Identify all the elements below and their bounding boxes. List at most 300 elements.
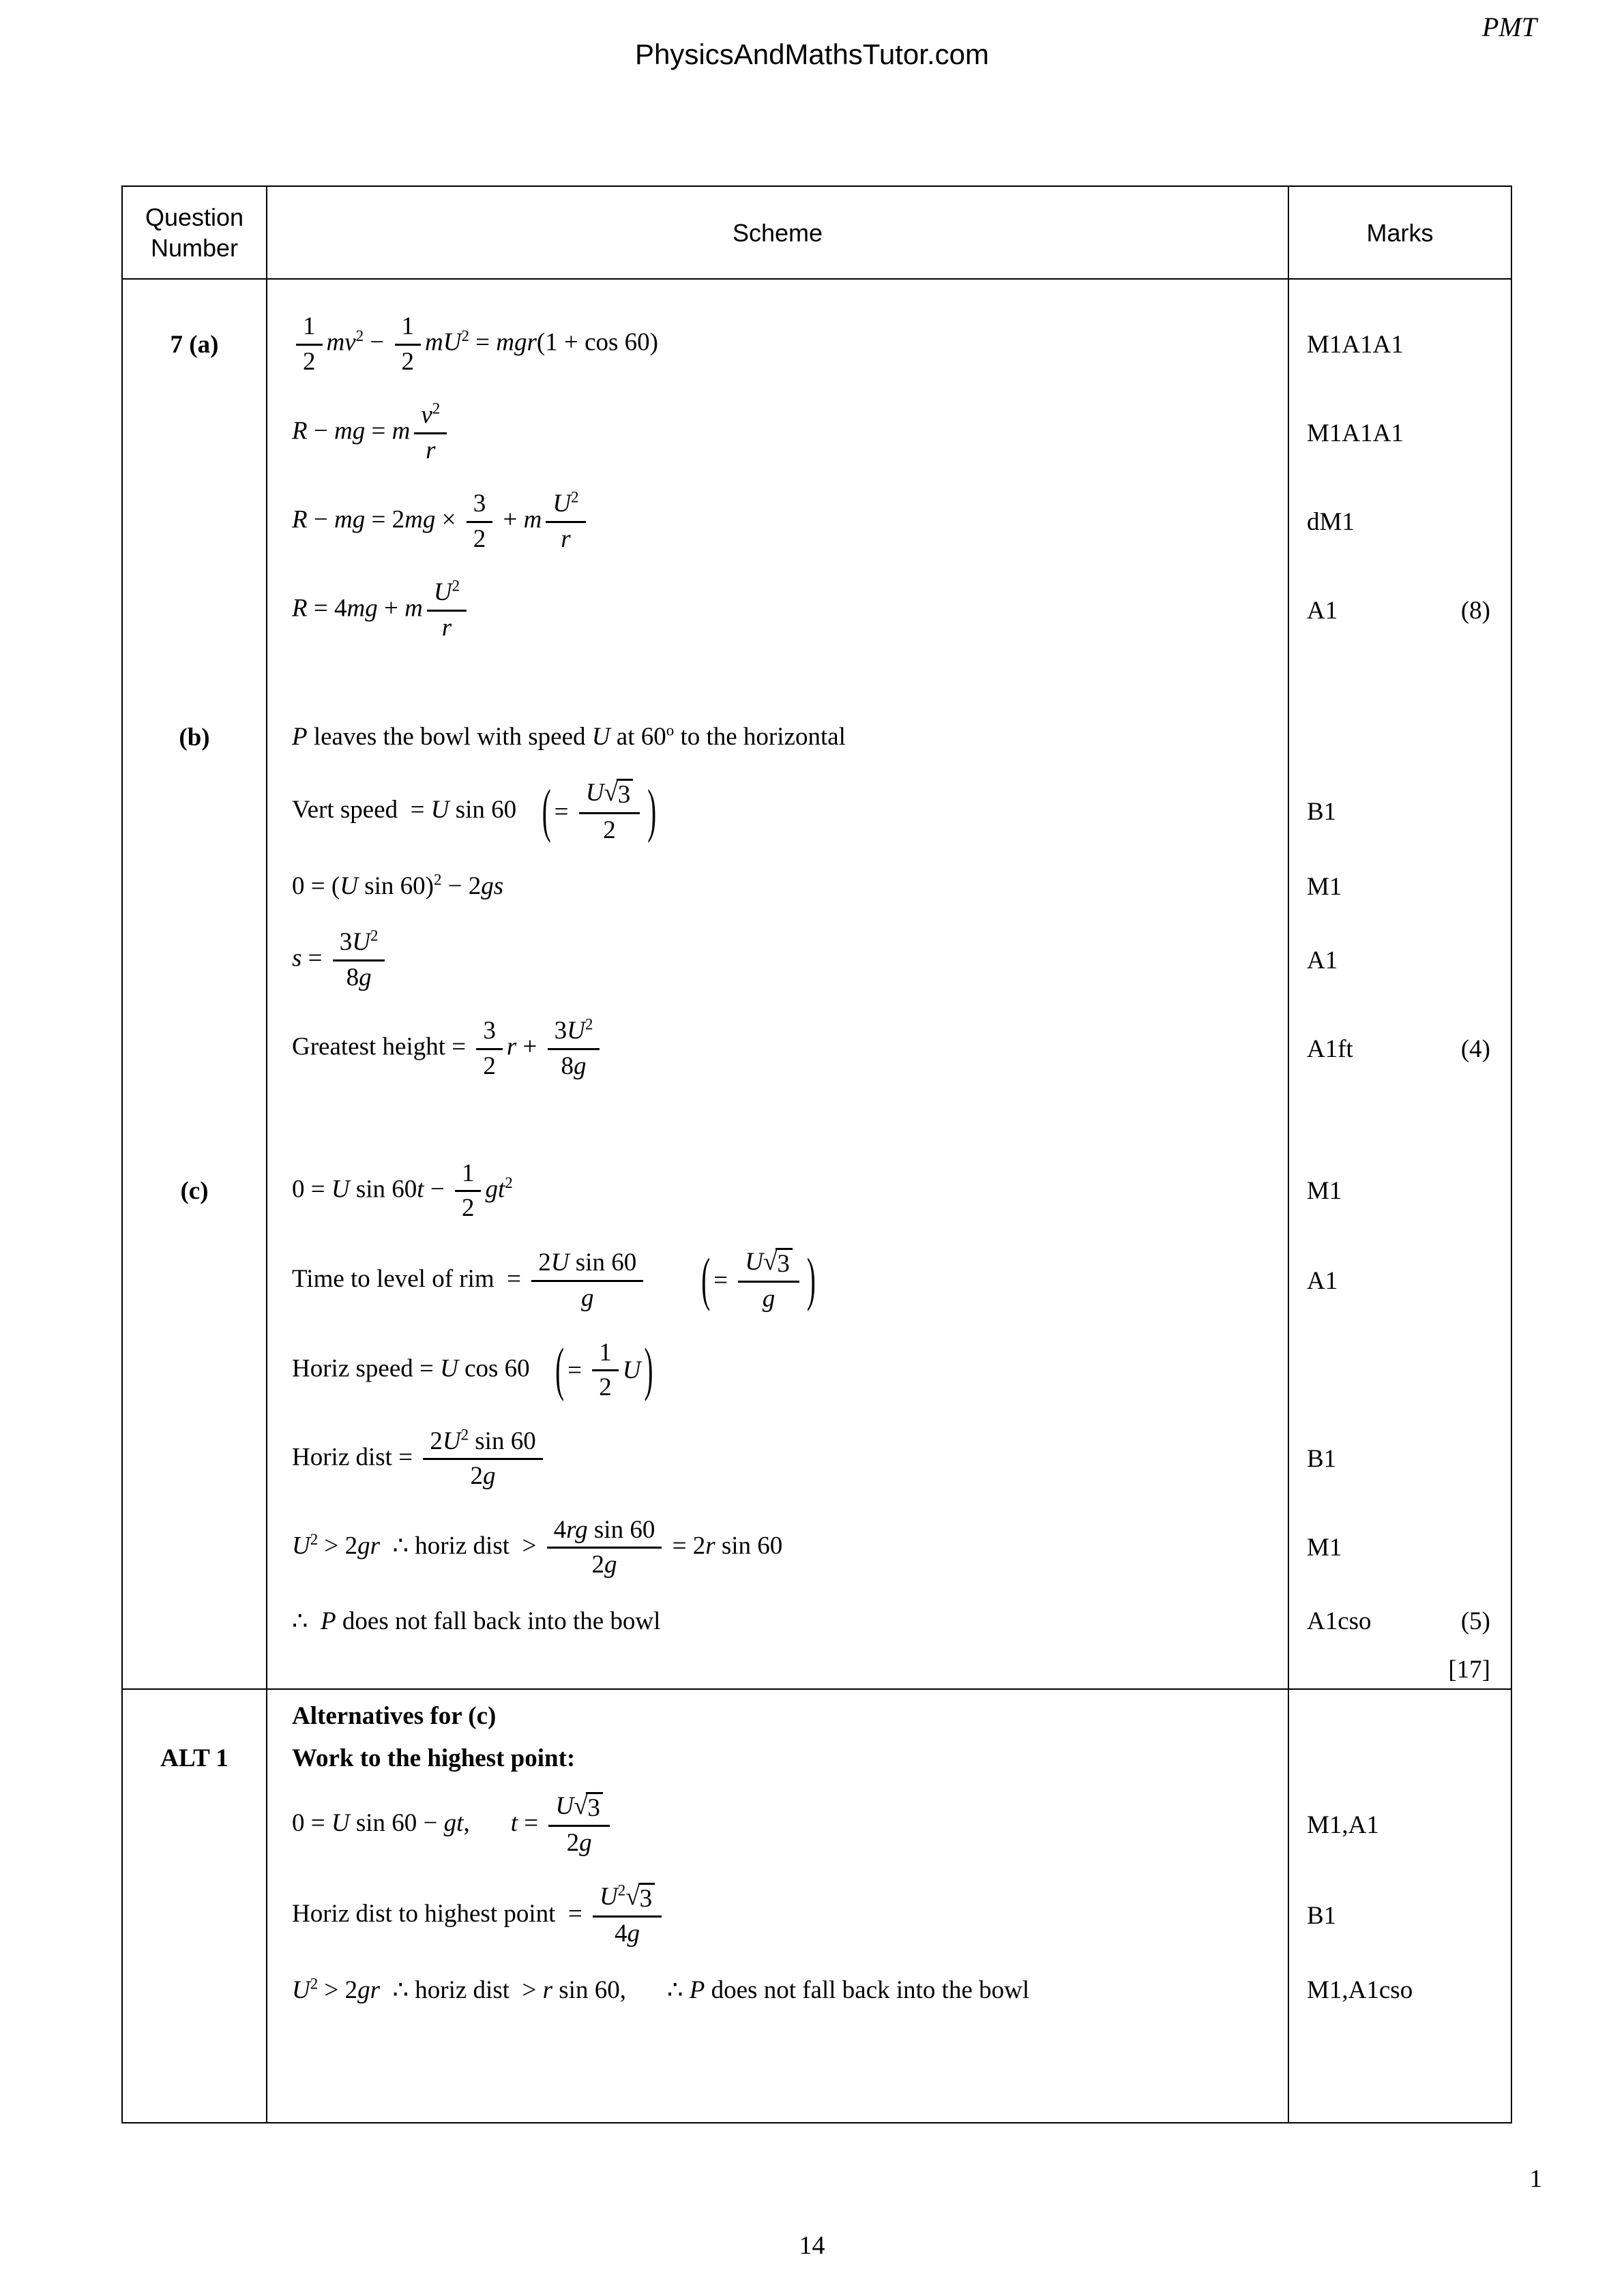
scheme-row <box>123 1236 1511 1326</box>
fraction <box>395 312 422 376</box>
fraction <box>547 1516 662 1580</box>
question-label: ALT 1 <box>160 1744 228 1773</box>
radicand <box>638 1883 655 1914</box>
superscript: 2 <box>461 327 469 345</box>
scheme-row <box>123 1504 1511 1592</box>
scheme-cell <box>267 1780 1288 1870</box>
math-variable: mU <box>425 328 462 357</box>
math-variable: m <box>404 594 423 623</box>
math-text: does not fall back into the bowl <box>336 1607 661 1635</box>
math-text: , <box>463 1808 470 1837</box>
math-line <box>292 1792 614 1858</box>
math-text: 2 <box>461 1194 475 1223</box>
math-variable: mg <box>334 505 366 534</box>
scheme-cell <box>267 766 1288 857</box>
superscript: 2 <box>452 577 460 595</box>
math-variable: U <box>440 1354 458 1383</box>
question-number-cell <box>123 1236 267 1326</box>
math-text: 0 = <box>292 1808 331 1837</box>
marks-cell <box>1288 1592 1511 1651</box>
math-text: sin 60 <box>715 1532 783 1560</box>
scheme-row <box>123 1738 1511 1780</box>
divider-cell <box>267 1688 1288 1695</box>
denominator <box>435 612 458 643</box>
math-variable: U <box>585 779 604 807</box>
math-text: Work to the highest point: <box>292 1744 576 1772</box>
superscript: 2 <box>617 1881 626 1899</box>
scheme-cell <box>267 857 1288 916</box>
denominator <box>419 434 442 466</box>
question-number-cell <box>123 389 267 477</box>
mark-code: A1 <box>1307 1266 1338 1295</box>
math-text: sin 60 <box>449 796 529 824</box>
denominator <box>596 814 623 846</box>
denominator <box>756 1283 782 1314</box>
superscript: 2 <box>355 327 364 345</box>
question-number-cell <box>123 1094 267 1236</box>
math-variable: U <box>555 1791 574 1820</box>
question-label: 7 (a) <box>170 330 219 359</box>
superscript: 2 <box>571 488 579 506</box>
denominator <box>574 1282 601 1313</box>
math-text: 3 <box>339 928 353 957</box>
fraction <box>476 1017 503 1081</box>
math-text: 2 <box>566 1829 580 1858</box>
math-text: = <box>301 944 329 972</box>
square-root <box>604 779 633 810</box>
math-text: − 2 <box>441 872 482 901</box>
divider-cell <box>123 1688 267 1695</box>
marks-cell <box>1288 1504 1511 1592</box>
math-text: does not fall back into the bowl <box>705 1976 1030 2004</box>
math-variable: U <box>292 1976 310 2004</box>
math-text: 2 <box>303 347 316 376</box>
marks-cell <box>1288 1870 1511 1961</box>
math-text: sin 60 <box>569 1249 637 1277</box>
denominator <box>395 346 422 377</box>
mark-code: A1 <box>1307 946 1338 974</box>
mark-tally: (4) <box>1460 1034 1490 1063</box>
numerator <box>548 1792 610 1828</box>
math-variable: R <box>292 594 308 623</box>
fraction <box>333 928 385 992</box>
math-text: Horiz speed = <box>292 1354 441 1383</box>
math-text: ∴ horiz dist > <box>379 1532 543 1560</box>
question-number-cell <box>123 916 267 1004</box>
math-line <box>292 1248 829 1314</box>
numerator <box>414 401 447 434</box>
fraction <box>738 1248 799 1314</box>
fraction <box>548 1792 610 1858</box>
math-variable: U <box>352 928 371 957</box>
math-line <box>292 1973 1029 2008</box>
math-text: 1 <box>303 312 316 340</box>
mark-tally: [17] <box>1448 1655 1490 1684</box>
denominator <box>592 1371 619 1403</box>
scheme-row <box>123 1870 1511 1961</box>
math-text: Greatest height = <box>292 1032 473 1061</box>
scheme-cell <box>267 1094 1288 1236</box>
denominator <box>585 1549 623 1580</box>
math-variable: U <box>591 723 610 751</box>
header-marks: Marks <box>1288 187 1511 280</box>
radical-sign-icon: √ <box>574 1791 588 1820</box>
mark-code: M1 <box>1307 1534 1342 1562</box>
math-line <box>292 869 503 904</box>
mark-code: A1ft <box>1307 1034 1353 1063</box>
superscript: 2 <box>370 927 379 945</box>
fraction <box>531 1249 643 1313</box>
table-header-row <box>123 187 1511 280</box>
math-line <box>292 928 389 992</box>
marks-cell <box>1288 1326 1511 1415</box>
math-text: Alternatives for (c) <box>292 1701 497 1730</box>
question-number-cell <box>123 655 267 766</box>
question-number-cell <box>123 1004 267 1093</box>
question-number-cell <box>123 1961 267 2020</box>
math-text: = <box>517 1808 545 1837</box>
numerator <box>427 578 467 612</box>
fraction <box>548 1017 600 1081</box>
math-text: sin 60 <box>587 1515 655 1544</box>
question-number-cell <box>123 280 267 389</box>
numerator <box>467 490 493 523</box>
scheme-row <box>123 766 1511 857</box>
scheme-cell <box>267 1504 1288 1592</box>
scheme-cell <box>267 566 1288 655</box>
math-variable: mg <box>346 594 378 623</box>
scheme-row <box>123 1415 1511 1504</box>
math-text: 8 <box>346 963 359 992</box>
question-number-cell <box>123 1326 267 1415</box>
math-line <box>292 578 471 642</box>
scheme-cell <box>267 916 1288 1004</box>
math-text: 0 = <box>292 1175 331 1204</box>
math-text: + <box>497 505 524 534</box>
scheme-cell <box>267 1695 1288 1738</box>
parenthetical-group <box>698 1248 819 1314</box>
math-text: at 60 <box>610 723 666 751</box>
numerator <box>395 312 422 346</box>
math-text: 1 <box>599 1338 612 1367</box>
mark-code: dM1 <box>1307 507 1355 536</box>
math-variable: mg <box>334 417 366 445</box>
left-paren: ( <box>555 1336 565 1403</box>
math-text: ∴ <box>292 1607 321 1635</box>
math-variable: g <box>359 963 372 992</box>
math-variable: t <box>510 1808 518 1837</box>
math-text: (1 + cos 60) <box>536 328 659 357</box>
scheme-cell <box>267 2020 1288 2122</box>
math-line <box>292 1605 660 1639</box>
scheme-row <box>123 1326 1511 1415</box>
math-text: Horiz dist = <box>292 1443 419 1472</box>
radical-sign-icon: √ <box>604 779 618 807</box>
scheme-row <box>123 389 1511 477</box>
math-variable: r <box>441 613 452 642</box>
numerator <box>423 1427 542 1461</box>
mark-code: A1 <box>1307 596 1338 625</box>
math-text: 4 <box>553 1515 567 1544</box>
marks-cell <box>1288 1651 1511 1688</box>
marks-cell <box>1288 389 1511 477</box>
math-text: 2 <box>470 1462 484 1491</box>
fraction <box>296 312 323 376</box>
math-text: 1 <box>461 1159 475 1187</box>
math-text: 3 <box>639 1884 653 1913</box>
math-text: 3 <box>617 781 631 809</box>
math-text: 3 <box>473 490 486 518</box>
math-text: sin 60) <box>357 872 434 901</box>
math-text: sin 60, <box>552 1976 626 2004</box>
math-text: = <box>713 1266 735 1295</box>
scheme-row <box>123 1695 1511 1738</box>
math-text: sin 60 <box>349 1175 417 1204</box>
superscript: 2 <box>460 1426 469 1444</box>
square-root <box>763 1248 793 1279</box>
math-text: − <box>307 505 334 534</box>
math-variable: g <box>483 1462 496 1491</box>
question-number-cell <box>123 477 267 566</box>
marks-cell <box>1288 1695 1511 1738</box>
math-text: 2 <box>473 524 486 553</box>
marks-cell <box>1288 1004 1511 1093</box>
scheme-row <box>123 655 1511 766</box>
question-number-cell <box>123 1504 267 1592</box>
scheme-cell <box>267 1870 1288 1961</box>
numerator <box>333 928 385 961</box>
math-text: Time to level of rim = <box>292 1264 528 1293</box>
math-variable: U <box>745 1247 764 1276</box>
mark-code: A1cso <box>1307 1607 1372 1636</box>
scheme-row <box>123 477 1511 566</box>
numerator <box>592 1339 619 1372</box>
math-variable: U <box>292 1532 310 1560</box>
scheme-cell <box>267 477 1288 566</box>
scheme-cell <box>267 1651 1288 1688</box>
radicand <box>586 1792 603 1823</box>
scheme-row <box>123 280 1511 389</box>
superscript: 2 <box>433 871 442 889</box>
paren-body <box>567 1339 640 1403</box>
math-variable: U <box>552 490 572 518</box>
math-text: 3 <box>554 1017 567 1045</box>
question-number-cell <box>123 566 267 655</box>
math-variable: U <box>331 1175 350 1204</box>
paren-body <box>555 779 645 845</box>
radicand <box>776 1248 793 1279</box>
square-root <box>625 1883 655 1914</box>
math-variable: r <box>542 1976 553 2004</box>
math-text: = <box>469 328 497 357</box>
math-line <box>292 312 658 376</box>
math-text: 2 <box>538 1249 551 1277</box>
fraction <box>467 490 493 554</box>
math-variable: r <box>705 1532 715 1560</box>
math-variable: t <box>417 1175 424 1204</box>
math-text: 3 <box>483 1017 496 1045</box>
superscript: 2 <box>310 1531 319 1549</box>
numerator <box>455 1159 482 1193</box>
math-variable: r <box>506 1032 517 1061</box>
math-line <box>292 401 451 465</box>
numerator <box>547 1516 662 1549</box>
question-number-cell <box>123 1780 267 1870</box>
denominator <box>467 523 493 554</box>
math-text: + <box>516 1032 544 1061</box>
numerator <box>738 1248 799 1283</box>
scheme-cell <box>267 280 1288 389</box>
section-divider <box>123 1688 1511 1695</box>
fraction <box>593 1883 662 1949</box>
math-text: × <box>435 505 462 534</box>
mark-code: M1 <box>1307 1177 1342 1206</box>
math-variable: gt <box>443 1808 464 1837</box>
math-variable: U <box>567 1017 585 1045</box>
math-variable: g <box>762 1285 776 1313</box>
scheme-cell <box>267 1738 1288 1780</box>
math-text: + <box>377 594 405 623</box>
superscript: 2 <box>310 1975 319 1993</box>
site-title: PhysicsAndMathsTutor.com <box>635 38 989 70</box>
parenthetical-group <box>552 1336 656 1403</box>
paren-body <box>713 1248 803 1314</box>
math-text: 2 <box>401 347 414 376</box>
pmt-watermark: PMT <box>1482 12 1537 42</box>
mark-scheme-table <box>121 185 1512 2123</box>
math-text: > 2 <box>318 1976 358 2004</box>
mark-tally: (8) <box>1460 596 1490 625</box>
left-paren: ( <box>701 1247 711 1313</box>
math-text: − <box>307 417 334 445</box>
math-text: = 2 <box>666 1532 706 1560</box>
denominator <box>555 1050 593 1082</box>
mark-code: M1A1A1 <box>1307 330 1404 359</box>
scheme-row <box>123 1651 1511 1688</box>
page-number-right: 1 <box>1529 2165 1542 2193</box>
math-variable: g <box>581 1283 594 1312</box>
page-number-bottom: 14 <box>799 2231 825 2260</box>
math-text: 2 <box>603 816 616 844</box>
fraction <box>427 578 467 642</box>
math-text: = <box>365 417 392 445</box>
numerator <box>546 490 585 523</box>
math-variable: g <box>627 1920 640 1948</box>
math-variable: U <box>550 1249 570 1277</box>
math-variable: U <box>600 1882 618 1911</box>
math-text: − <box>364 328 391 357</box>
superscript: o <box>666 722 675 740</box>
math-variable: mgr <box>496 328 537 357</box>
question-number-cell <box>123 1695 267 1738</box>
header-scheme: Scheme <box>267 187 1288 280</box>
math-line <box>292 1883 666 1949</box>
question-number-cell <box>123 1651 267 1688</box>
denominator <box>476 1050 503 1082</box>
mark-code: M1 <box>1307 872 1342 901</box>
scheme-row <box>123 1004 1511 1093</box>
left-paren: ( <box>542 777 551 844</box>
radicand <box>617 779 634 810</box>
denominator <box>554 523 577 554</box>
math-text: − <box>424 1175 451 1204</box>
math-text: sin 60 <box>469 1427 536 1455</box>
math-variable: mv <box>326 328 356 357</box>
question-label: (c) <box>180 1177 209 1206</box>
fraction <box>423 1427 542 1491</box>
scheme-row <box>123 916 1511 1004</box>
question-number-cell <box>123 1738 267 1780</box>
denominator <box>455 1192 482 1223</box>
math-text: cos 60 <box>458 1354 543 1383</box>
math-variable: rg <box>566 1515 588 1544</box>
math-text: leaves the bowl with speed <box>307 723 592 751</box>
divider-cell <box>1288 1688 1511 1695</box>
math-line <box>292 1336 666 1403</box>
math-text: sin 60 − <box>349 1808 444 1837</box>
scheme-row <box>123 1780 1511 1870</box>
math-variable: g <box>579 1829 592 1858</box>
math-text: 3 <box>777 1249 790 1278</box>
math-variable: U <box>433 578 452 607</box>
math-variable: s <box>292 944 302 972</box>
radical-sign-icon: √ <box>763 1247 778 1276</box>
math-variable: gr <box>357 1976 380 2004</box>
fraction <box>546 490 585 554</box>
table-body <box>123 280 1511 2122</box>
math-text: 2 <box>591 1551 604 1579</box>
math-variable: gt <box>485 1175 505 1204</box>
math-variable: P <box>292 723 308 751</box>
question-label: (b) <box>179 723 210 751</box>
scheme-cell <box>267 1326 1288 1415</box>
scheme-cell <box>267 1961 1288 2020</box>
math-text: 1 <box>401 312 414 340</box>
math-variable: P <box>321 1607 336 1635</box>
scheme-cell <box>267 1592 1288 1651</box>
scheme-row <box>123 1961 1511 2020</box>
mark-code: M1,A1 <box>1307 1810 1379 1839</box>
marks-cell <box>1288 766 1511 857</box>
denominator <box>464 1460 503 1491</box>
math-text: to the horizontal <box>674 723 846 751</box>
right-paren: ) <box>647 777 657 844</box>
question-number-cell <box>123 857 267 916</box>
math-variable: R <box>292 505 308 534</box>
superscript: 2 <box>432 400 441 417</box>
marks-cell <box>1288 280 1511 389</box>
math-variable: U <box>331 1808 350 1837</box>
fraction <box>592 1339 619 1403</box>
denominator <box>608 1918 647 1949</box>
question-number-cell <box>123 2020 267 2122</box>
math-text: Horiz dist to highest point = <box>292 1899 589 1928</box>
scheme-cell <box>267 1236 1288 1326</box>
math-line <box>292 1699 496 1733</box>
mark-code: M1,A1cso <box>1307 1976 1413 2005</box>
math-text: Vert speed = <box>292 796 431 824</box>
marks-cell <box>1288 857 1511 916</box>
math-line <box>292 1742 575 1776</box>
marks-cell <box>1288 655 1511 766</box>
math-variable: U <box>442 1427 461 1455</box>
math-text: > 2 <box>318 1532 358 1560</box>
right-paren: ) <box>806 1247 816 1313</box>
scheme-cell <box>267 389 1288 477</box>
question-number-cell <box>123 1415 267 1504</box>
math-variable: mg <box>404 505 436 534</box>
question-number-cell <box>123 766 267 857</box>
